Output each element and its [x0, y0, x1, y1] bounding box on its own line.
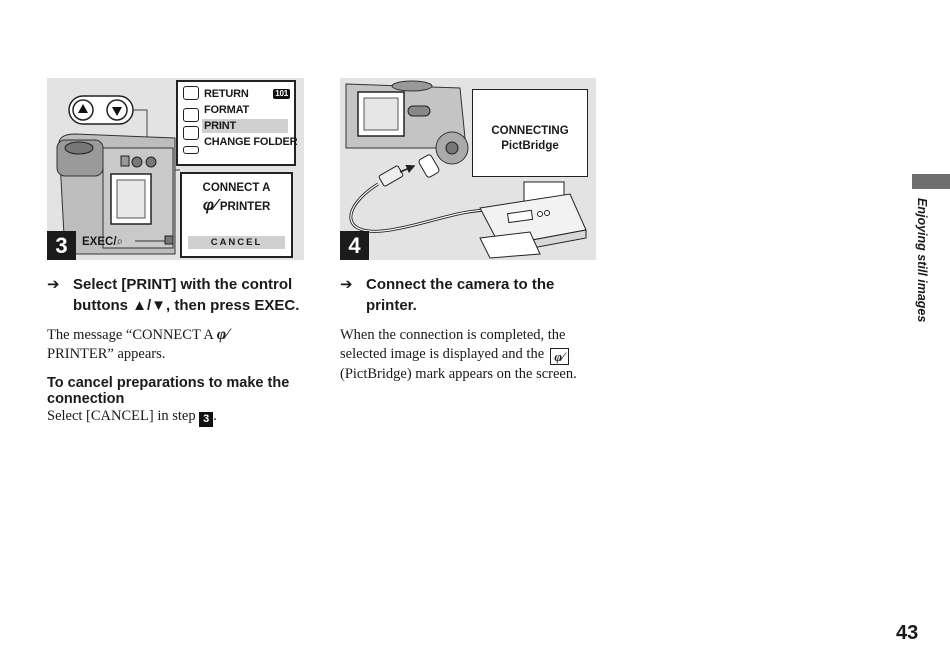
menu-item-print: PRINT: [202, 119, 288, 133]
section-label: Enjoying still images: [915, 198, 929, 323]
pictbridge-icon: φ∕: [216, 326, 229, 343]
step-3-badge: 3: [47, 231, 76, 260]
lcd-line2: φ∕ PRINTER: [202, 197, 271, 214]
step4-instruction: ➔ Connect the camera to the printer.: [340, 276, 555, 314]
lcd-line1: CONNECT A: [202, 182, 271, 194]
step4-illustration: [340, 78, 596, 260]
zoom-playback-icon: ⌕: [116, 236, 123, 248]
section-tab-marker: [912, 174, 950, 189]
cancel-subheading: To cancel preparations to make the connection: [47, 375, 290, 407]
cancel-option: CANCEL: [188, 236, 285, 249]
pictbridge-icon: φ∕: [202, 197, 217, 214]
pictbridge-mark-icon: φ∕: [550, 348, 569, 365]
menu-item-return: RETURN: [204, 88, 249, 100]
step-3-inline-badge: 3: [199, 412, 213, 427]
step4-body-text: When the connection is completed, the selected image is displayed and the φ∕ (PictBridge) mark appears on the screen.: [340, 327, 577, 382]
toolbox-icon: [183, 126, 199, 140]
step3-instruction: ➔ Select [PRINT] with the control buttons ▲/▼, then press EXEC.: [47, 276, 300, 314]
menu-item-format: FORMAT: [204, 104, 250, 116]
card-icon: [183, 108, 199, 122]
connecting-text: CONNECTING: [491, 125, 569, 137]
exec-button-label: EXEC/⌕: [82, 236, 123, 248]
setup-icon: [183, 146, 199, 154]
page-number: 43: [896, 622, 919, 644]
folder-badge: 101: [275, 89, 288, 98]
menu-item-change-folder: CHANGE FOLDER: [204, 136, 298, 148]
pictbridge-text: PictBridge: [501, 140, 559, 152]
connecting-screen: [472, 89, 588, 177]
playback-icon: [183, 86, 199, 100]
arrow-icon: ➔: [340, 276, 353, 293]
step3-illustration: [47, 78, 304, 260]
cancel-instruction: Select [CANCEL] in step 3 .: [47, 408, 217, 425]
step-4-badge: 4: [340, 231, 369, 260]
step3-message-text: The message “CONNECT A φ∕ PRINTER” appears.: [47, 326, 229, 362]
connect-printer-screen: [180, 172, 293, 258]
arrow-icon: ➔: [47, 276, 60, 293]
menu-screen: [176, 80, 296, 166]
